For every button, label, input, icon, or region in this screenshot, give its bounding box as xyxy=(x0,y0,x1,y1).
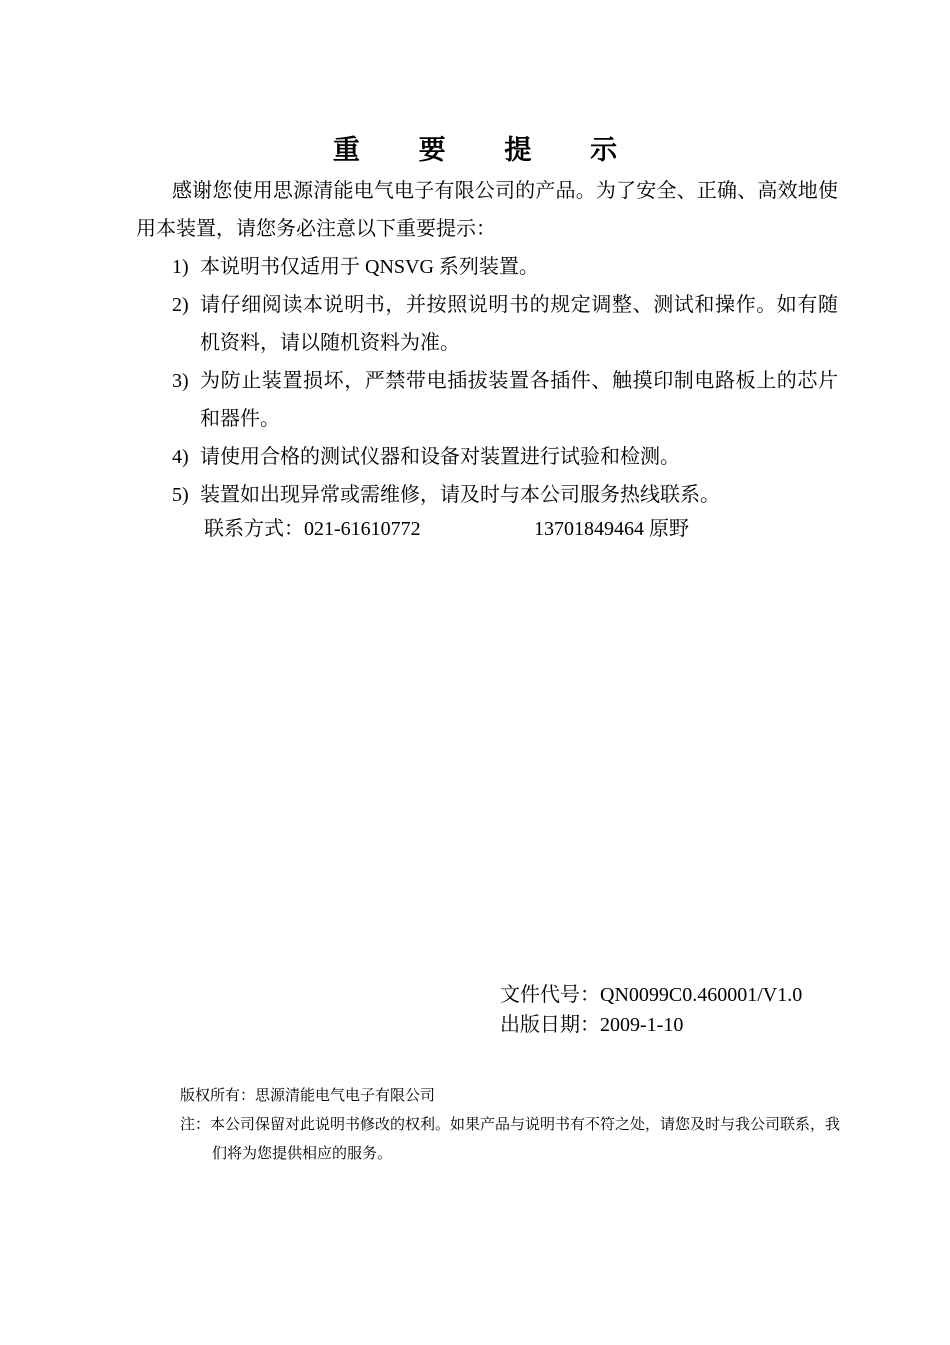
document-code: 文件代号：QN0099C0.460001/V1.0 xyxy=(500,984,803,1006)
list-item-text: 请使用合格的测试仪器和设备对装置进行试验和检测。 xyxy=(200,446,680,468)
list-item-number: 2) xyxy=(172,294,189,316)
notice-body xyxy=(136,172,838,514)
list-item-number: 3) xyxy=(172,370,189,392)
list-item xyxy=(136,476,838,514)
page-title: 重 要 提 示 xyxy=(332,135,644,165)
list-item-text: 请仔细阅读本说明书，并按照说明书的规定调整、测试和操作。如有随机资料，请以随机资料为准。 xyxy=(200,294,838,354)
list-item-number: 5) xyxy=(172,484,189,506)
contact-line xyxy=(204,510,689,548)
list-item xyxy=(136,362,838,438)
list-item xyxy=(136,248,838,286)
list-item-text: 装置如出现异常或需维修，请及时与本公司服务热线联系。 xyxy=(200,484,720,506)
notice-list xyxy=(136,248,838,514)
list-item xyxy=(136,286,838,362)
list-item-number: 1) xyxy=(172,256,189,278)
contact-mobile: 13701849464 原野 xyxy=(534,518,689,540)
list-item-text: 本说明书仅适用于 QNSVG 系列装置。 xyxy=(200,256,539,278)
intro-paragraph: 感谢您使用思源清能电气电子有限公司的产品。为了安全、正确、高效地使用本装置，请您务必注意以下重要提示： xyxy=(136,180,838,240)
footer-note: 注：本公司保留对此说明书修改的权利。如果产品与说明书有不符之处，请您及时与我公司联系，我们将为您提供相应的服务。 xyxy=(180,1117,841,1162)
contact-phone: 联系方式：021-61610772 xyxy=(204,518,421,540)
copyright-line: 版权所有：思源清能电气电子有限公司 xyxy=(180,1088,436,1104)
list-item xyxy=(136,438,838,476)
footer xyxy=(180,1082,840,1169)
list-item-text: 为防止装置损坏，严禁带电插拔装置各插件、触摸印制电路板上的芯片和器件。 xyxy=(200,370,838,430)
document-info xyxy=(500,980,802,1040)
list-item-number: 4) xyxy=(172,446,189,468)
publish-date: 出版日期：2009-1-10 xyxy=(500,1014,684,1036)
